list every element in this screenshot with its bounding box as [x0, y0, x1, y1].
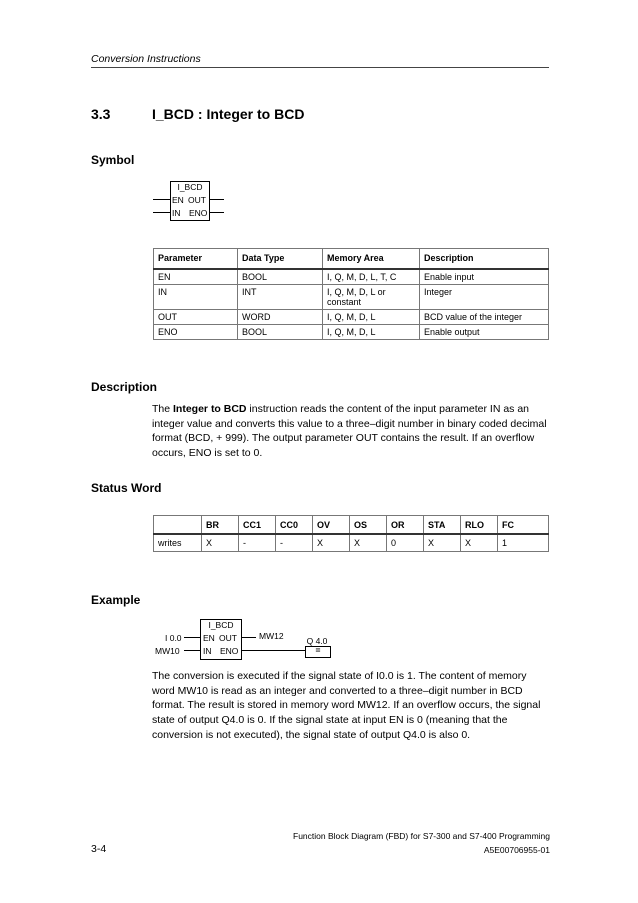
status-header-cell — [154, 516, 202, 535]
description-text-bold: Integer to BCD — [173, 403, 247, 415]
status-word-table — [153, 515, 549, 552]
table-row — [154, 269, 549, 285]
parameter-table-header — [154, 249, 549, 269]
param-header-cell: Data Type — [238, 249, 323, 269]
symbol-line-en — [153, 199, 170, 200]
table-cell: - — [239, 534, 276, 552]
status-header-cell: FC — [498, 516, 549, 535]
example-line-out — [241, 637, 256, 638]
table-cell: 1 — [498, 534, 549, 552]
example-pin-eno: ENO — [220, 646, 239, 656]
status-header-cell: BR — [202, 516, 239, 535]
param-header-cell: Memory Area — [323, 249, 420, 269]
table-cell: X — [313, 534, 350, 552]
table-cell: IN — [154, 284, 238, 309]
table-cell: I, Q, M, D, L, T, C — [323, 269, 420, 285]
status-header-cell: STA — [424, 516, 461, 535]
symbol-line-out — [209, 199, 224, 200]
table-cell: Enable input — [420, 269, 549, 285]
example-paragraph: The conversion is executed if the signal state of I0.0 is 1. The content of memory word MW10 is read as an integer and converted to a three–digit number in BCD format. The result is stored in memory word MW12. If an overflow occurs, the signal state of output Q4.0 is 0. If the signal state at input EN is 0 (meaning that the conversion is not executed), the signal state of output Q4.0 is also 0. — [152, 670, 541, 741]
table-cell: BOOL — [238, 324, 323, 339]
status-header-cell: OV — [313, 516, 350, 535]
table-cell: X — [424, 534, 461, 552]
example-heading: Example — [91, 593, 141, 607]
symbol-pin-out: OUT — [188, 195, 206, 205]
page-number: 3-4 — [91, 843, 107, 855]
table-cell: I, Q, M, D, L — [323, 324, 420, 339]
section-title: I_BCD : Integer to BCD — [152, 106, 305, 122]
symbol-pin-in: IN — [172, 208, 181, 218]
description-text-post: instruction reads the content of the input parameter IN as an integer value and converts this value to a three–digit number in binary coded decimal format (BCD, + 999). The output parameter OUT contains the result. If an overflow occurs, ENO is set to 0. — [152, 403, 547, 460]
status-header-cell: OR — [387, 516, 424, 535]
example-pin-en: EN — [203, 633, 215, 643]
description-text-pre: The — [152, 403, 174, 415]
table-cell: writes — [154, 534, 202, 552]
param-header-cell: Description — [420, 249, 549, 269]
example-input-en-label: I 0.0 — [165, 633, 182, 643]
table-cell: 0 — [387, 534, 424, 552]
footer-document-info — [293, 829, 550, 857]
symbol-line-eno — [209, 212, 224, 213]
footer-doc-number: A5E00706955-01 — [483, 845, 550, 855]
table-cell: - — [276, 534, 313, 552]
table-cell: X — [202, 534, 239, 552]
table-cell: BCD value of the integer — [420, 309, 549, 324]
table-cell: INT — [238, 284, 323, 309]
symbol-pin-eno: ENO — [189, 208, 208, 218]
status-header-cell: CC0 — [276, 516, 313, 535]
status-word-heading: Status Word — [91, 481, 162, 495]
table-row — [154, 309, 549, 324]
symbol-line-in — [153, 212, 170, 213]
table-cell: I, Q, M, D, L or constant — [323, 284, 420, 309]
table-cell: I, Q, M, D, L — [323, 309, 420, 324]
header-rule — [91, 67, 549, 68]
example-line-in — [184, 650, 200, 651]
table-cell: OUT — [154, 309, 238, 324]
parameter-table — [153, 248, 549, 340]
example-pin-out: OUT — [219, 633, 237, 643]
example-coil-label: Q 4.0 — [306, 636, 328, 646]
example-pin-in: IN — [203, 646, 212, 656]
table-row — [154, 324, 549, 339]
symbol-pin-en: EN — [172, 195, 184, 205]
table-row — [154, 534, 549, 552]
example-input-in-label: MW10 — [155, 646, 180, 656]
table-cell: Integer — [420, 284, 549, 309]
example-line-en — [184, 637, 200, 638]
example-coil-symbol: = — [315, 645, 321, 655]
table-cell: BOOL — [238, 269, 323, 285]
example-output-out-label: MW12 — [259, 631, 284, 641]
table-cell: X — [461, 534, 498, 552]
table-row — [154, 284, 549, 309]
description-paragraph — [152, 402, 552, 461]
status-word-header — [154, 516, 549, 535]
table-cell: EN — [154, 269, 238, 285]
section-number: 3.3 — [91, 106, 111, 122]
param-header-cell: Parameter — [154, 249, 238, 269]
table-cell: ENO — [154, 324, 238, 339]
symbol-heading: Symbol — [91, 153, 135, 167]
running-header: Conversion Instructions — [91, 53, 201, 65]
table-cell: Enable output — [420, 324, 549, 339]
footer-doc-title: Function Block Diagram (FBD) for S7-300 and S7-400 Programming — [293, 831, 550, 841]
status-header-cell: RLO — [461, 516, 498, 535]
description-heading: Description — [91, 380, 158, 394]
status-header-cell: CC1 — [239, 516, 276, 535]
example-block-name: I_BCD — [208, 620, 234, 630]
symbol-block-name: I_BCD — [177, 182, 203, 192]
table-cell: WORD — [238, 309, 323, 324]
table-cell: X — [350, 534, 387, 552]
example-line-eno — [241, 650, 305, 651]
status-header-cell: OS — [350, 516, 387, 535]
